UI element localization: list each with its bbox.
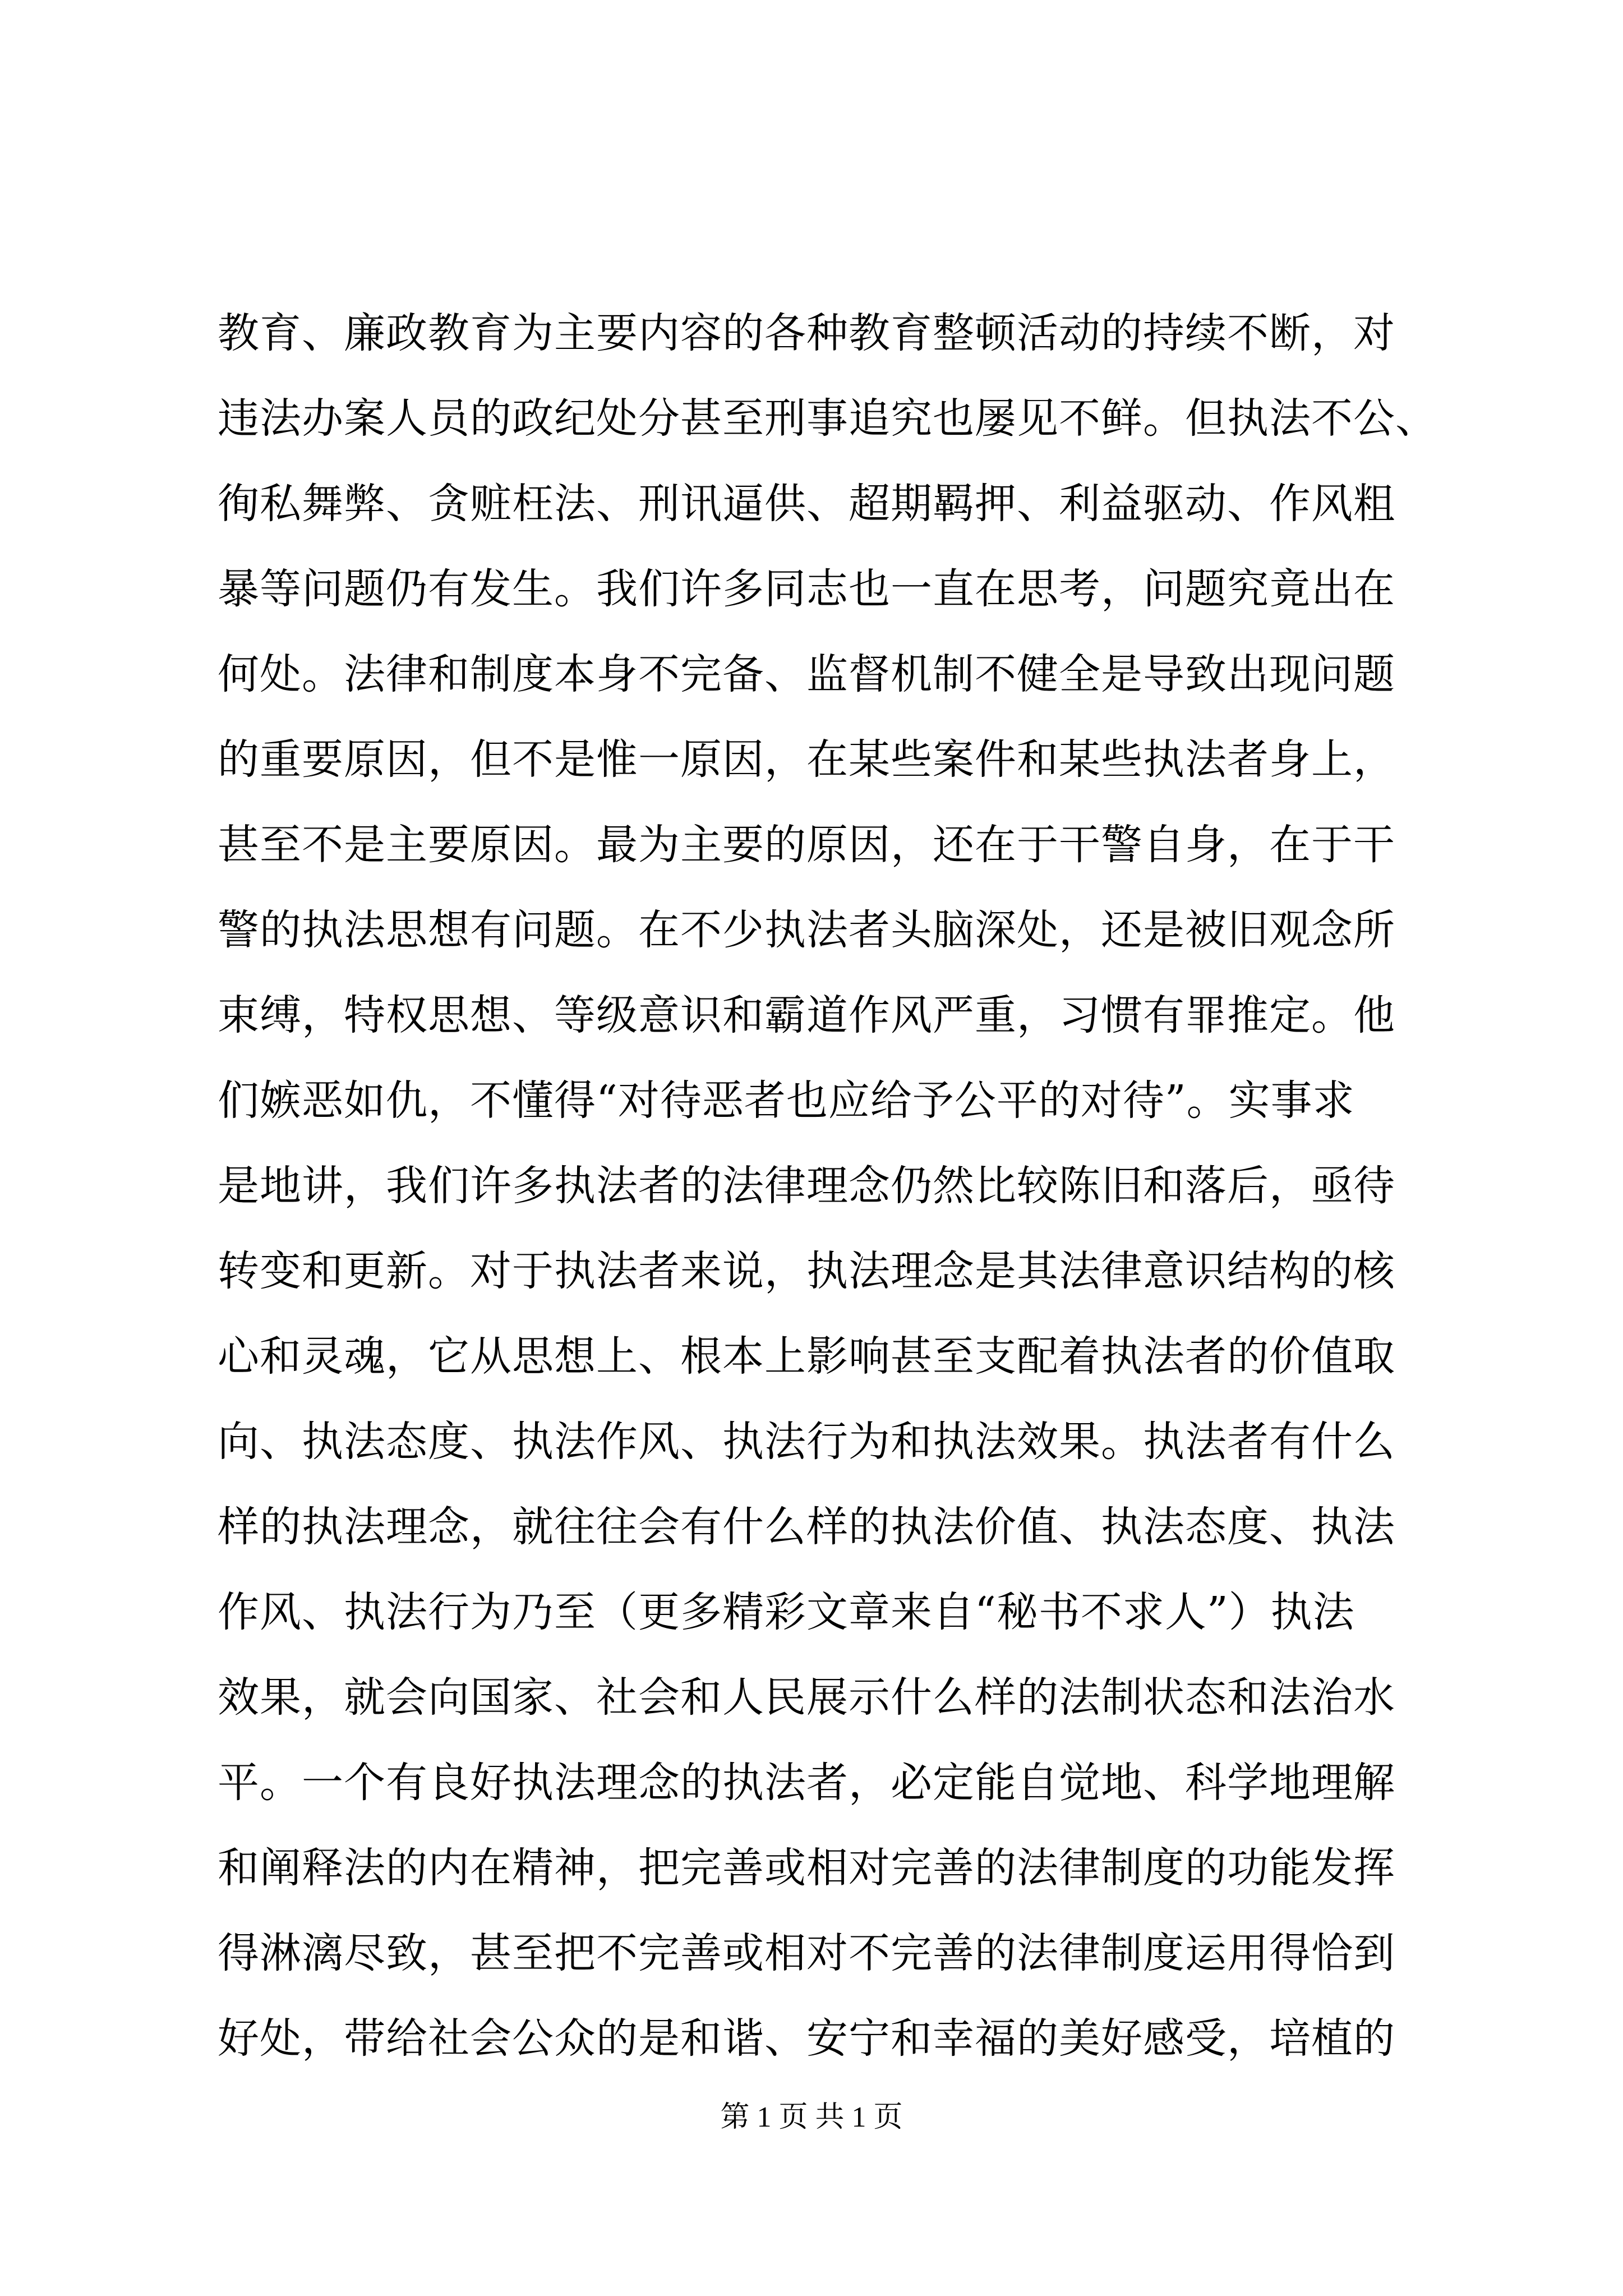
text-line: 何处。法律和制度本身不完备、监督机制不健全是导致出现问题 — [218, 650, 1395, 698]
text-line: 向、执法态度、执法作风、执法行为和执法效果。执法者有什么 — [218, 1418, 1395, 1466]
text-line: 徇私舞弊、贪赃枉法、刑讯逼供、超期羁押、利益驱动、作风粗 — [218, 480, 1395, 528]
text-line: 们嫉恶如仇，不懂得“对待恶者也应给予公平的对待”。实事求 — [218, 1076, 1355, 1125]
text-line: 转变和更新。对于执法者来说，执法理念是其法律意识结构的核 — [218, 1247, 1395, 1295]
text-line: 效果，就会向国家、社会和人民展示什么样的法制状态和法治水 — [218, 1673, 1395, 1722]
text-line: 样的执法理念，就往往会有什么样的执法价值、执法态度、执法 — [218, 1503, 1395, 1551]
body-text — [218, 291, 1474, 2081]
text-line: 警的执法思想有问题。在不少执法者头脑深处，还是被旧观念所 — [218, 906, 1395, 954]
text-line: 得淋漓尽致，甚至把不完善或相对不完善的法律制度运用得恰到 — [218, 1929, 1395, 1977]
text-line: 和阐释法的内在精神，把完善或相对完善的法律制度的功能发挥 — [218, 1844, 1395, 1892]
text-line: 暴等问题仍有发生。我们许多同志也一直在思考，问题究竟出在 — [218, 565, 1395, 613]
text-line: 是地讲，我们许多执法者的法律理念仍然比较陈旧和落后，亟待 — [218, 1162, 1395, 1210]
text-line: 教育、廉政教育为主要内容的各种教育整顿活动的持续不断，对 — [218, 309, 1395, 357]
text-line: 作风、执法行为乃至（更多精彩文章来自“秘书不求人”）执法 — [218, 1588, 1355, 1636]
text-line: 心和灵魂，它从思想上、根本上影响甚至支配着执法者的价值取 — [218, 1332, 1395, 1381]
text-line: 违法办案人员的政纪处分甚至刑事追究也屡见不鲜。但执法不公、 — [218, 394, 1437, 443]
text-line: 束缚，特权思想、等级意识和霸道作风严重，习惯有罪推定。他 — [218, 991, 1395, 1039]
page-number-label: 第 1 页 共 1 页 — [720, 2101, 903, 2133]
text-line: 的重要原因，但不是惟一原因，在某些案件和某些执法者身上， — [218, 735, 1395, 784]
text-line: 平。一个有良好执法理念的执法者，必定能自觉地、科学地理解 — [218, 1759, 1395, 1807]
page-footer — [0, 2098, 1623, 2137]
text-line: 甚至不是主要原因。最为主要的原因，还在于干警自身，在于干 — [218, 821, 1395, 869]
text-line: 好处，带给社会公众的是和谐、安宁和幸福的美好感受，培植的 — [218, 2014, 1395, 2063]
